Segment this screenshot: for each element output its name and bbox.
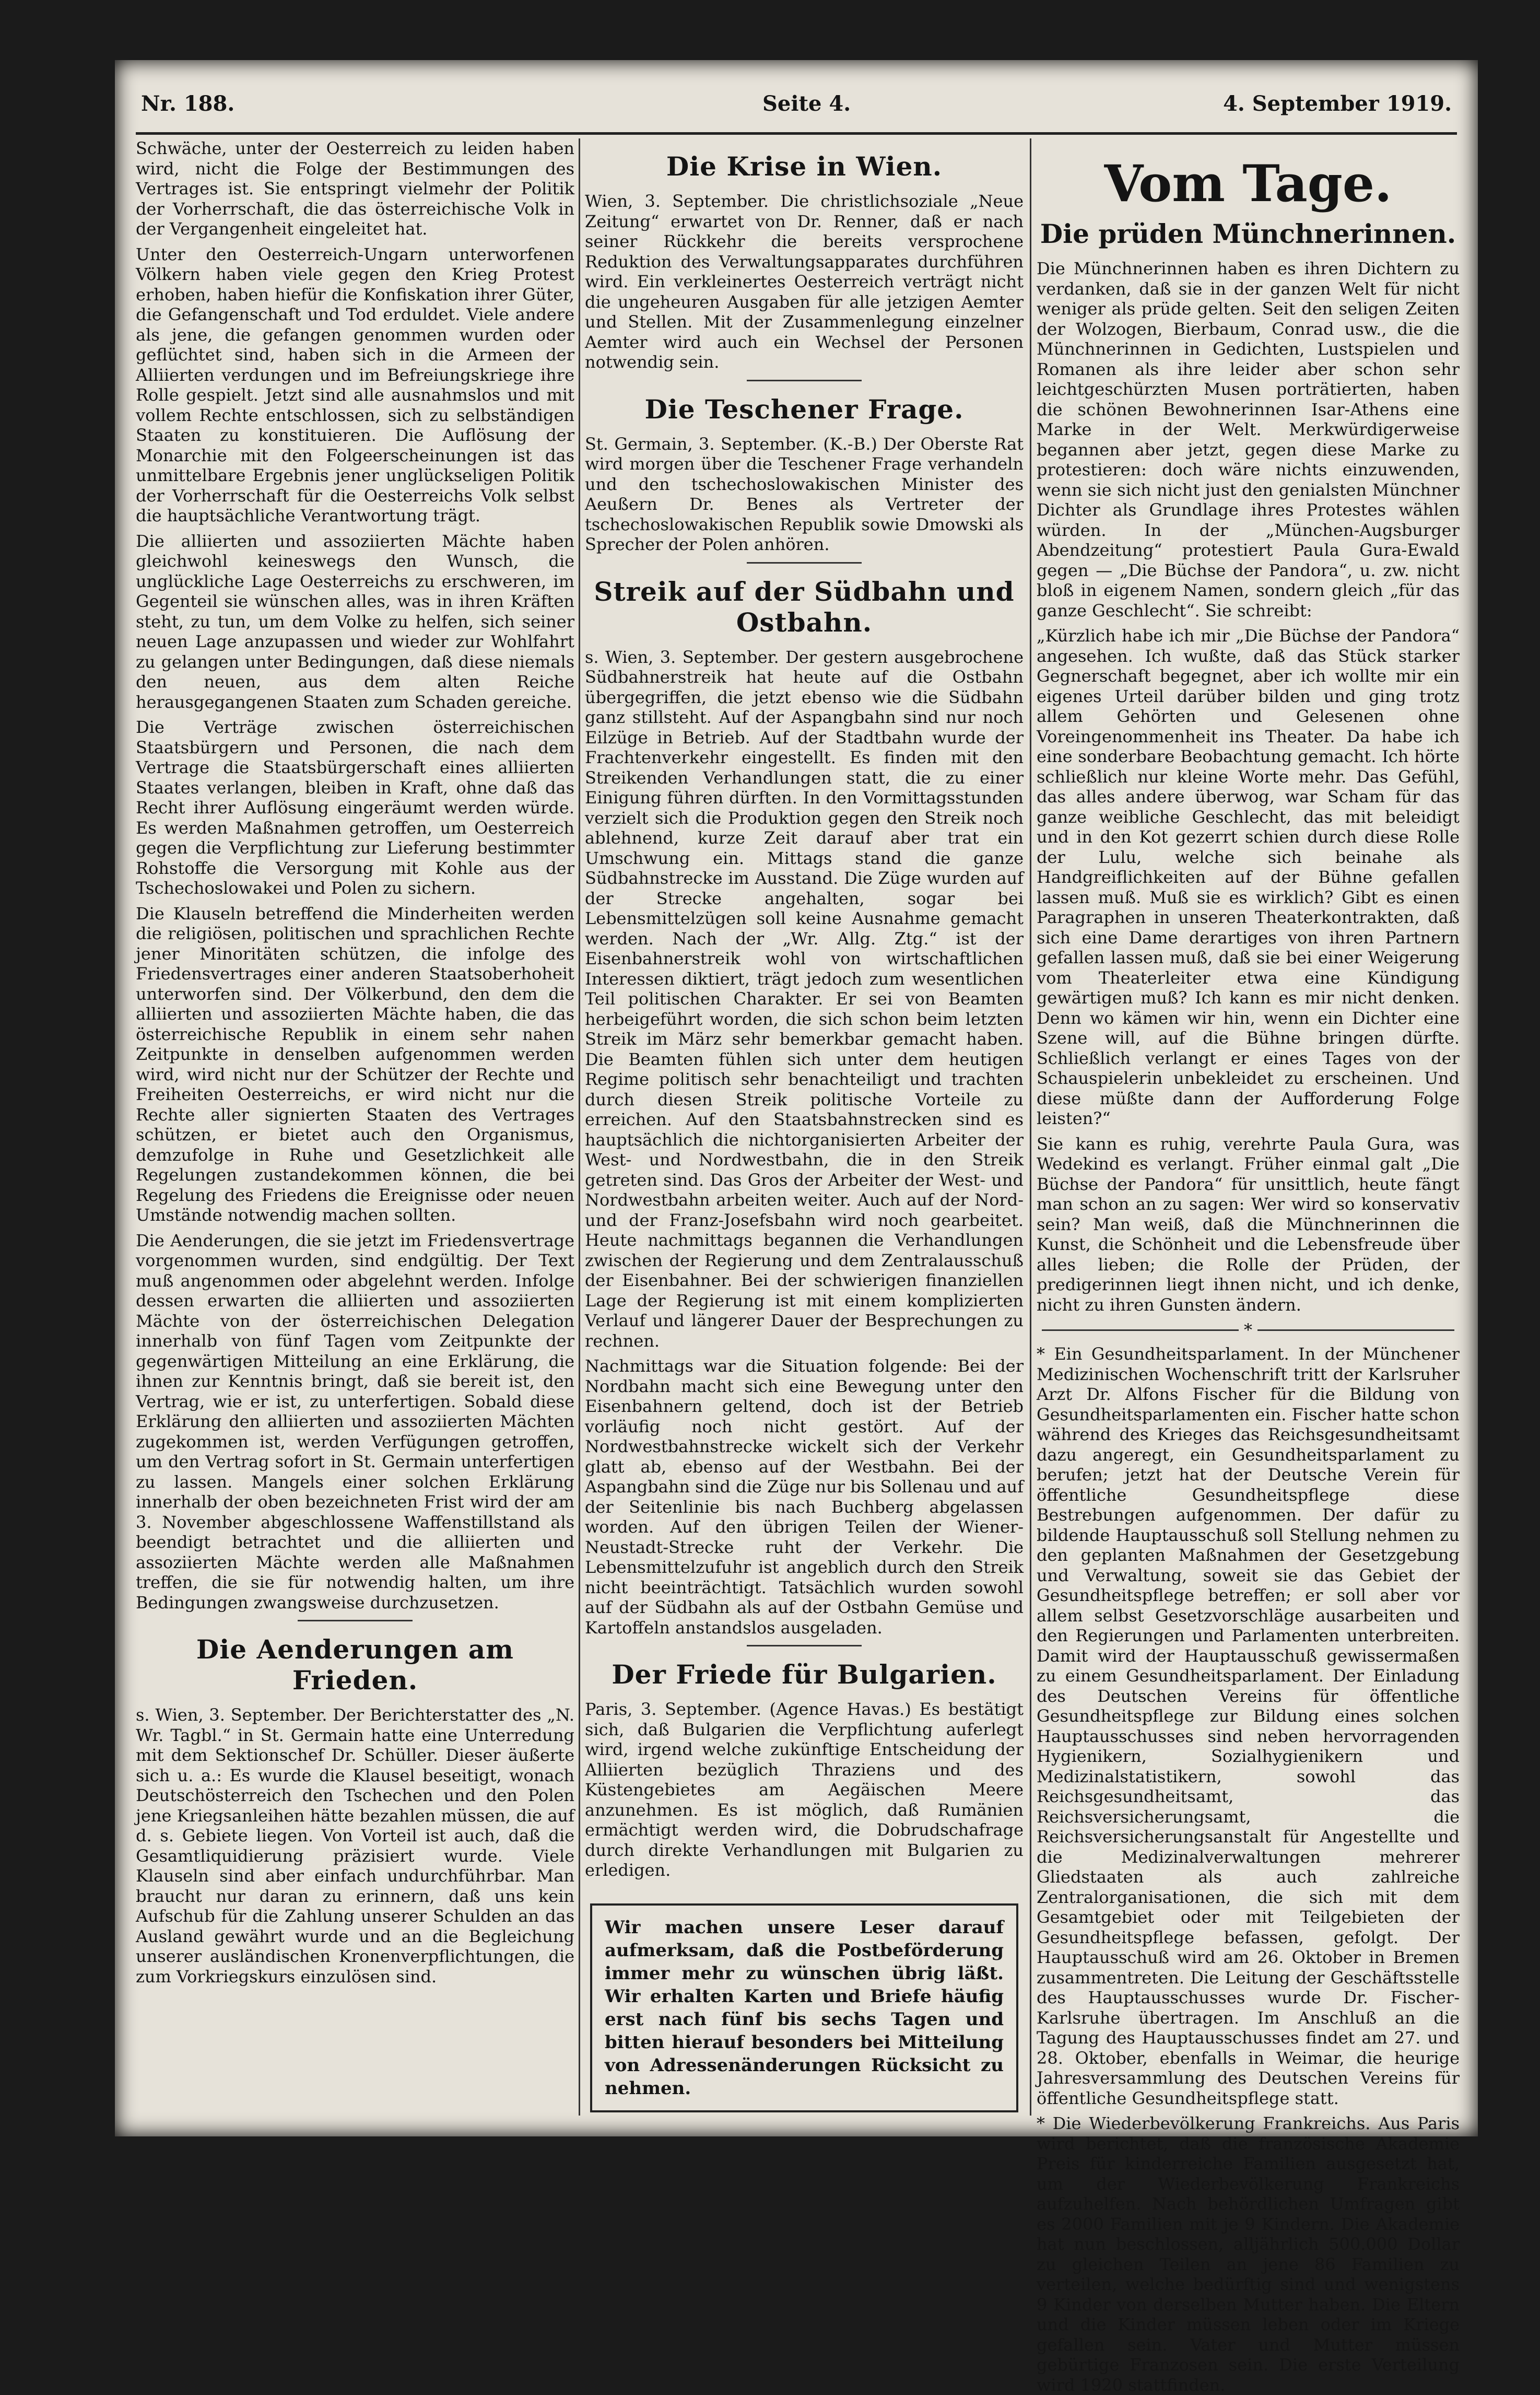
article-separator [747,1645,862,1646]
page-header [136,91,1457,138]
news-item: * Die Wiederbevölkerung Frankreichs. Aus Paris wird berichtet, daß die französische Akademie Preis für kinderreiche Familien ausgesetzt hat, um der Wiederbevölkerung Frankreichs aufzuhelfen. Nach behördlichen Umfragen gibt es 2000 Familien mit je 9 Kindern. Die Akademie hat nun beschlossen, alljährlich 500.000 Dollar zu gleichen Teilen an jene 86 Familien zu verteilen, welche bedürftig sind und wenigstens 9 Kinder von derselben Mutter haben. Die Eltern und die Kinder müssen leben oder im Kriege gefallen sein. Vater und Mutter müssen gebürtige Franzosen sein. Die erste Verteilung wird 1920 stattfinden. [1037,2113,1460,2395]
article-headline: Der Friede für Bulgarien. [612,1659,997,1690]
column-right [1037,138,1460,2395]
paragraph: Die Klauseln betreffend die Minderheiten werden die religiösen, politischen und sprachlichen Rechte jener Minoritäten schützen, die infolge des Friedensvertrages einer anderen Staatsoberhoheit unterworfen sind. Der Völkerbund, den dem die alliierten und assoziierten Mächte haben, die das österreichische Republik in einem sehr nahen Zeitpunkte in denselben aufgenommen werden wird, wird nicht nur der Schützer der Rechte und Freiheiten Oesterreichs, er wird nicht nur die Rechte aller signierten Staaten des Vertrages schützen, er bietet auch den Organismus, demzufolge in Ruhe und Gesetzlichkeit alle Regelungen zustandekommen können, die bei Regelung des Friedens die Ereignisse oder neuen Umstände notwendig machen sollten. [136,903,574,1225]
paragraph: Die Aenderungen, die sie jetzt im Friedensvertrage vorgenommen wurden, sind endgültig. Der Text muß angenommen oder abgelehnt werden. Infolge dessen erwarten die alliierten und assoziierten Mächte von der österreichischen Delegation innerhalb von fünf Tagen vom Zeitpunkte der gegenwärtigen Mitteilung an eine Erklärung, die ihnen zur Kenntnis bringt, daß sie bereit ist, den Vertrag, wie er ist, zu unterfertigen. Sobald diese Erklärung den alliierten und assoziierten Mächten zugekommen ist, werden Verfügungen getroffen, um den Vertrag sofort in St. Germain unterfertigen zu lassen. Mangels einer solchen Erklärung innerhalb der oben bezeichneten Frist wird der am 3. November abgeschlossene Waffenstillstand als beendigt betrachtet und die alliierten und assoziierten Mächte werden alle Maßnahmen treffen, die sie für notwendig halten, um ihre Bedingungen zwangsweise durchzusetzen. [136,1230,574,1613]
issue-date: 4. September 1919. [1223,91,1452,116]
paragraph: Die alliierten und assoziierten Mächte haben gleichwohl keineswegs den Wunsch, die unglückliche Lage Oesterreichs zu erschweren, im Gegenteil sie wünschen alles, was in ihren Kräften steht, zu tun, um dem Volke zu helfen, sich seiner neuen Lage anzupassen und wieder zur Wohlfahrt zu gelangen unter Bedingungen, daß diese niemals den neuen, aus dem alten Reiche herausgegangenen Staaten zum Schaden gereiche. [136,531,574,712]
paragraph: Die Verträge zwischen österreichischen Staatsbürgern und Personen, die nach dem Vertrage die Staatsbürgerschaft eines alliierten Staates verlangen, bleiben in Kraft, ohne daß das Recht ihrer Auflösung eingeräumt werden würde. Es werden Maßnahmen getroffen, um Oesterreich gegen die Verpflichtung zur Lieferung bestimmter Rohstoffe die Versorgung mit Kohle aus der Tschechoslowakei und Polen zu sichern. [136,717,574,898]
column-middle [585,138,1024,2116]
article-text: Wien, 3. September. Die christlichsoziale „Neue Zeitung“ erwartet von Dr. Renner, daß er nach seiner Rückkehr die bereits versprochene Reduktion des Verwaltungsapparates durchführen wird. Ein verkleinertes Oesterreich verträgt nicht die ungeheuren Ausgaben für alle jetzigen Aemter und Stellen. Mit der Zusammenlegung einzelner Aemter wird auch ein Wechsel der Personen notwendig sein. [585,191,1024,372]
article-separator [747,380,862,381]
section-title: Vom Tage. [1104,154,1392,213]
article-separator [298,1620,413,1621]
article-headline: Die Teschener Frage. [644,393,964,425]
header-rule [136,132,1457,135]
article-separator [747,562,862,564]
column-left [136,138,574,2116]
news-item: * Ein Gesundheitsparlament. In der Münchener Medizinischen Wochenschrift tritt der Karlsruher Arzt Dr. Alfons Fischer für die Bildung von Gesundheitsparlamenten ein. Fischer hatte schon während des Krieges das Reichsgesundheitsamt dazu angeregt, ein Gesundheitsparlament zu berufen; jetzt hat der Deutsche Verein für öffentliche Gesundheitspflege diese Bestrebungen aufgenommen. Der dafür zu bildende Hauptausschuß soll Stellung nehmen zu den geplanten Maßnahmen der Gesetzgebung und Verwaltung, soweit sie das Gebiet der Gesundheitspflege betreffen; er soll aber vor allem selbst Gesetzvorschläge ausarbeiten und den Regierungen und Parlamenten unterbreiten. Damit wird der Hauptausschuß gewissermaßen zu einem Gesundheitsparlament. Der Einladung des Deutschen Vereins für öffentliche Gesundheitspflege zur Bildung eines solchen Hauptausschusses sind neben hervorragenden Hygienikern, Sozialhygienikern und Medizinalstatistikern, sowohl das Reichsgesundheitsamt, das Reichsversicherungsamt, die Reichsversicherungsanstalt für Angestellte und die Medizinalverwaltungen mehrerer Gliedstaaten als auch zahlreiche Zentralorganisationen, die sich mit dem Gesamtgebiet oder mit Teilgebieten der Gesundheitspflege befassen, gefolgt. Der Hauptausschuß wird am 26. Oktober in Bremen zusammentreten. Die Leitung der Geschäftsstelle des Hauptausschusses wurde Dr. Fischer-Karlsruhe übertragen. Im Anschluß an die Tagung des Hauptausschusses findet am 27. und 28. Oktober, ebenfalls in Weimar, die heurige Jahresversammlung des Deutschen Vereins für öffentliche Gesundheitspflege statt. [1037,1344,1460,2108]
issue-number: Nr. 188. [141,91,235,116]
feuilleton-headline: Die prüden Münchnerinnen. [1040,218,1456,249]
page-number: Seite 4. [762,91,851,116]
article-text: Nachmittags war die Situation folgende: Bei der Nordbahn macht sich eine Bewegung unter den Eisenbahnern geltend, doch ist der Betrieb vorläufig noch nicht gestört. Auf der Nordwestbahnstrecke wickelt sich der Verkehr glatt ab, ebenso auf der Westbahn. Bei der Aspangbahn sind die Züge nur bis Sollenau und auf der Seitenlinie bis nach Buchberg abgelassen worden. Auf den übrigen Teilen der Wiener-Neustadt-Strecke ruht der Verkehr. Die Lebensmittelzufuhr ist angeblich durch den Streik nicht beeinträchtigt. Tatsächlich wurden sowohl auf der Südbahn als auf der Ostbahn Gemüse und Kartoffeln anstandslos ausgeladen. [585,1356,1024,1638]
reader-notice-box: Wir machen unsere Leser darauf aufmerksam, daß die Postbeförderung immer mehr zu wünschen übrig läßt. Wir erhalten Karten und Briefe häufig erst nach fünf bis sechs Tagen und bitten hierauf besonders bei Mitteilung von Adressenänderungen Rücksicht zu nehmen. [590,1903,1018,2112]
asterisk-icon: * [1244,1320,1252,1340]
column-divider [1030,138,1031,2116]
paragraph: Unter den Oesterreich-Ungarn unterworfenen Völkern haben viele gegen den Krieg Protest erhoben, haben hiefür die Konfiskation ihrer Güter, die Gefangenschaft und Tod erduldet. Viele andere als jene, die gefangen genommen wurden oder geflüchtet sind, haben sich in die Armeen der Alliierten verdungen und im Befreiungskriege ihre Rolle gespielt. Jetzt sind alle ausnahmslos und mit vollem Rechte entschlossen, sich zu selbständigen Staaten zu konstituieren. Die Auflösung der Monarchie mit den Folgeerscheinungen ist das unmittelbare Ergebnis jener unglückseligen Politik der Vorherrschaft für die Oesterreichs Volk selbst die hauptsächliche Verantwortung trägt. [136,244,574,525]
paragraph: Schwäche, unter der Oesterreich zu leiden haben wird, nicht die Folge der Bestimmungen des Vertrages ist. Sie entspringt vielmehr der Politik der Vorherrschaft, die das österreichische Volk in der Vergangenheit eingeleitet hat. [136,138,574,239]
article-text: Paris, 3. September. (Agence Havas.) Es bestätigt sich, daß Bulgarien die Verpflichtung auferlegt wird, irgend welche zukünftige Entscheidung der Alliierten bezüglich Thraziens und des Küstengebietes am Aegäischen Meere anzunehmen. Es ist möglich, daß Rumänien ermächtigt werden wird, die Dobrudschafrage durch direkte Verhandlungen mit Bulgarien zu erledigen. [585,1699,1024,1880]
newspaper-page [115,60,1478,2395]
article-text: s. Wien, 3. September. Der gestern ausgebrochene Südbahnerstreik hat heute auf die Ostbahn übergegriffen, die jetzt ebenso wie die Südbahn ganz stillsteht. Auf der Aspangbahn sind nur noch Eilzüge in Betrieb. Auf der Stadtbahn wurde der Frachtenverkehr eingestellt. Es finden mit den Streikenden Verhandlungen statt, die zu einer Einigung führen dürften. In den Vormittagsstunden verzielt sich die Produktion gegen den Streik noch ablehnend, kurze Zeit darauf aber trat ein Umschwung ein. Mittags stand die ganze Südbahnstrecke im Ausstand. Die Züge wurden auf der Strecke angehalten, sogar bei Lebensmittelzügen soll keine Ausnahme gemacht werden. Nach der „Wr. Allg. Ztg.“ ist der Eisenbahnerstreik wohl von wirtschaftlichen Interessen diktiert, trägt jedoch zum wesentlichen Teil politischen Charakter. Er sei von Beamten herbeigeführt worden, die sich schon beim letzten Streik im März sehr bemerkbar gemacht haben. Die Beamten fühlen sich unter dem heutigen Regime politisch sehr benachteiligt und trachten durch diesen Streik politische Vorteile zu erreichen. Auf den Staatsbahnstrecken sind es hauptsächlich die nichtorganisierten Arbeiter der West- und Nordwestbahn, die in den Streik getreten sind. Das Gros der Arbeiter der West- und Nordwestbahn arbeiten weiter. Auch auf der Nord- und der Franz-Josefsbahn wird noch gearbeitet. Heute nachmittags begannen die Verhandlungen zwischen der Regierung und dem Zentralausschuß der Eisenbahner. Bei der schwierigen finanziellen Lage der Regierung ist mit einem komplizierten Verlauf und längerer Dauer der Besprechungen zu rechnen. [585,647,1024,1351]
article-text: St. Germain, 3. September. (K.-B.) Der Oberste Rat wird morgen über die Teschener Frage verhandeln und den tschechoslowakischen Minister des Aeußern Dr. Benes als Vertreter der tschechoslowakischen Republik sowie Dmowski als Sprecher der Polen anhören. [585,434,1024,554]
article-headline: Die Krise in Wien. [666,151,943,182]
paragraph: Sie kann es ruhig, verehrte Paula Gura, was Wedekind es verlangt. Früher einmal galt „Die Büchse der Pandora“ für unsittlich, heute fängt man schon an zu sagen: Wer wird so konservativ sein? Man weiß, daß die Münchnerinnen die Kunst, die Schönheit und die Lebensfreude über alles lieben; die Rolle der Prüden, der predigerinnen liegt ihnen nicht, und ich denke, nicht zu ihren Gunsten ändern. [1037,1134,1460,1315]
paragraph: Die Münchnerinnen haben es ihren Dichtern zu verdanken, daß sie in der ganzen Welt für nicht weniger als prüde gelten. Seit den seligen Zeiten der Wolzogen, Bierbaum, Conrad usw., die die Münchnerinnen in Gedichten, Lustspielen und Romanen als ihre leider aber schon sehr leichtgeschürzten Musen porträtierten, haben die schönen Bewohnerinnen Isar-Athens eine Marke in der Welt. Merkwürdigerweise begannen aber jetzt, gegen diese Marke zu protestieren: doch wäre nichts einzuwenden, wenn sie sich nicht just den genialsten Münchner Dichter als Grundlage ihres Protestes wählen würden. In der „München-Augsburger Abendzeitung“ protestiert Paula Gura-Ewald gegen — „Die Büchse der Pandora“, u. zw. nicht bloß in eigenem Namen, sondern gleich „für das ganze Geschlecht“. Sie schreibt: [1037,259,1460,621]
item-separator [1042,1320,1454,1340]
quote-paragraph: „Kürzlich habe ich mir „Die Büchse der Pandora“ angesehen. Ich wußte, daß das Stück starker Gegnerschaft begegnet, aber ich wollte mir ein eigenes Urteil darüber bilden und ging trotz allem Gehörten und Gelesenen ohne Voreingenommenheit ins Theater. Da habe ich eine sonderbare Beobachtung gemacht. Ich hörte schließlich nur kleine Worte mehr. Das Gefühl, das alles andere überwog, war Scham für das ganze weibliche Geschlecht, das mit beleidigt und in den Kot gezerrt schien durch diese Rolle der Lulu, welche sich beinahe als Handgreiflichkeiten auf der Bühne gefallen lassen muß. Muß sie es wirklich? Gibt es einen Paragraphen in unseren Theaterkontrakten, daß sich eine Dame derartiges von ihren Partnern gefallen lassen muß, daß sie bei einer Weigerung vom Theaterleiter etwa eine Kündigung gewärtigen muß? Ich kann es mir nicht denken. Denn wo kämen wir hin, wenn ein Dichter eine Szene will, auf die Bühne bringen dürfte. Schließlich verlangt er eines Tages von der Schauspielerin unbekleidet zu erscheinen. Und diese müßte dann der Aufforderung Folge leisten?“ [1037,626,1460,1128]
article-headline: Streik auf der Südbahn und Ostbahn. [594,576,1015,638]
article-headline: Die Aenderungen am Frieden. [196,1634,514,1696]
column-divider [579,138,580,2116]
article-text: s. Wien, 3. September. Der Berichterstatter des „N. Wr. Tagbl.“ in St. Germain hatte eine Unterredung mit dem Sektionschef Dr. Schüller. Dieser äußerte sich u. a.: Es wurde die Klausel beseitigt, wonach Deutschösterreich den Tschechen und den Polen jene Kriegsanleihen hätte bezahlen müssen, die auf d. s. Gebiete liegen. Von Vorteil ist auch, daß die Gesamtliquidierung präzisiert wurde. Viele Klauseln sind aber einfach undurchführbar. Man braucht nur daran zu erinnern, daß uns kein Aufschub für die Zahlung unserer Schulden an das Ausland gewährt wurde und an die Begleichung unserer ausländischen Kronenverpflichtungen, die zum Vorkriegskurs einzulösen sind. [136,1705,574,1987]
